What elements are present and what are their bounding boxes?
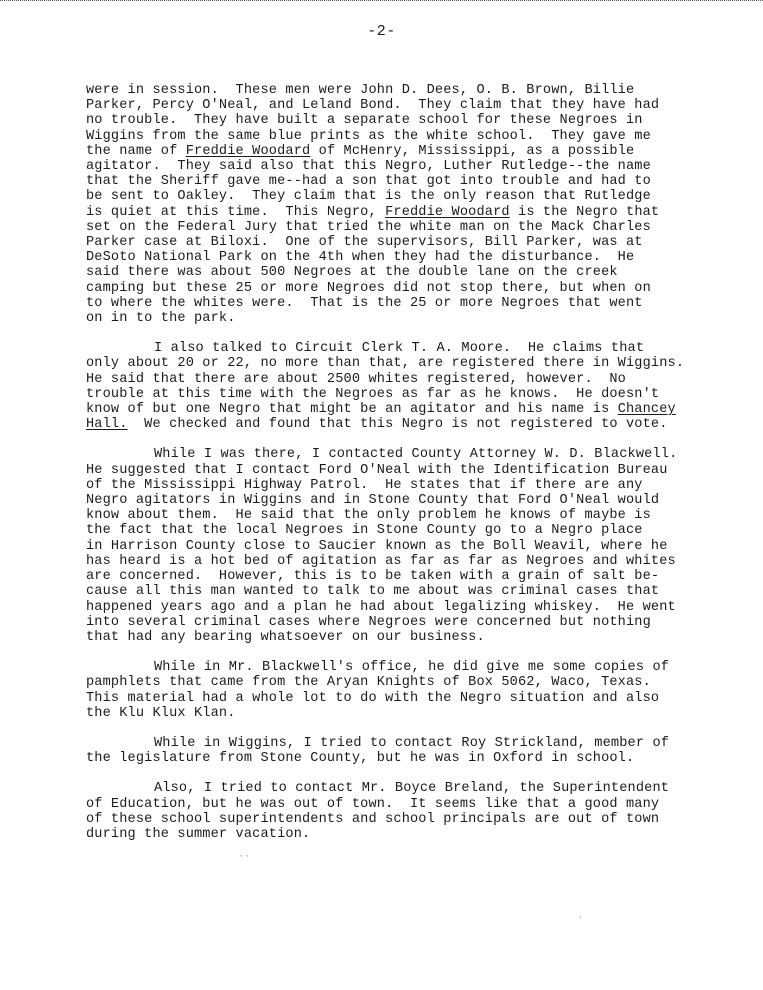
text-line: know about them. He said that the only problem he knows of maybe is: [86, 508, 651, 524]
text-line: during the summer vacation.: [86, 826, 311, 842]
text-line: Hall. We checked and found that this Negro is not registered to vote.: [86, 417, 668, 433]
text-line: trouble at this time with the Negroes as far as he knows. He doesn't: [86, 386, 660, 402]
text-line: said there was about 500 Negroes at the double lane on the creek: [86, 265, 618, 281]
scan-speck: ·: [578, 913, 584, 922]
text-line: While I was there, I contacted County Attorney W. D. Blackwell.: [154, 447, 678, 463]
text-line: the fact that the local Negroes in Stone County go to a Negro place: [86, 523, 643, 539]
text-line: that the Sheriff gave me--had a son that got into trouble and had to: [86, 174, 651, 190]
text-line: While in Wiggins, I tried to contact Roy Strickland, member of: [154, 735, 670, 751]
text-line: He suggested that I contact Ford O'Neal with the Identification Bureau: [86, 462, 668, 478]
text-line: camping but these 25 or more Negroes did not stop there, but when on: [86, 280, 651, 296]
text-line: on in to the park.: [86, 311, 236, 327]
paragraph: [86, 736, 736, 766]
text-line: the Klu Klux Klan.: [86, 705, 236, 721]
text-line: to where the whites were. That is the 25 or more Negroes that went: [86, 295, 643, 311]
text-line: were in session. These men were John D. Dees, O. B. Brown, Billie: [86, 83, 635, 98]
top-edge-dotted-border: [0, 0, 763, 1]
text-line: of Education, but he was out of town. It seems like that a good many: [86, 796, 660, 812]
text-line: has heard is a hot bed of agitation as far as far as Negroes and whites: [86, 553, 676, 569]
text-line: know of but one Negro that might be an agitator and his name is Chancey: [86, 402, 676, 418]
underlined-phrase: Chancey: [617, 402, 676, 418]
text-line: are concerned. However, this is to be taken with a grain of salt be-: [86, 569, 660, 585]
text-line: the legislature from Stone County, but he was in Oxford in school.: [86, 751, 635, 767]
text-line: He said that there are about 2500 whites registered, however. No: [86, 371, 626, 387]
paragraph: [86, 447, 736, 645]
underlined-phrase: Hall.: [86, 417, 128, 433]
paragraph: [86, 781, 736, 842]
text-line: of these school superintendents and school principals are out of town: [86, 811, 660, 827]
text-line: Wiggins from the same blue prints as the white school. They gave me: [86, 128, 651, 144]
text-line: into several criminal cases where Negroes were concerned but nothing: [86, 614, 651, 630]
document-body: [86, 83, 736, 857]
text-line: Negro agitators in Wiggins and in Stone County that Ford O'Neal would: [86, 493, 660, 509]
text-line: Parker, Percy O'Neal, and Leland Bond. They claim that they have had: [86, 98, 660, 114]
underlined-phrase: Freddie Woodard: [385, 204, 510, 220]
underlined-phrase: Freddie Woodard: [185, 143, 311, 159]
scan-speck: ··: [239, 852, 251, 861]
text-line: Parker case at Biloxi. One of the supervisors, Bill Parker, was at: [86, 235, 643, 251]
text-line: set on the Federal Jury that tried the white man on the Mack Charles: [86, 219, 651, 235]
text-line: happened years ago and a plan he had about legalizing whiskey. He went: [86, 599, 676, 615]
text-line: in Harrison County close to Saucier known as the Boll Weavil, where he: [86, 538, 668, 554]
text-line: that had any bearing whatsoever on our business.: [86, 629, 485, 645]
text-line: be sent to Oakley. They claim that is the only reason that Rutledge: [86, 189, 651, 205]
text-line: DeSoto National Park on the 4th when they had the disturbance. He: [86, 250, 635, 266]
page-number: -2-: [367, 23, 396, 40]
text-line: Also, I tried to contact Mr. Boyce Breland, the Superintendent: [154, 781, 670, 797]
paragraph: [86, 341, 736, 432]
text-line: While in Mr. Blackwell's office, he did give me some copies of: [154, 660, 670, 676]
text-line: is quiet at this time. This Negro, Freddie Woodard is the Negro that: [86, 204, 660, 220]
text-line: only about 20 or 22, no more than that, are registered there in Wiggins.: [86, 356, 685, 372]
text-line: pamphlets that came from the Aryan Knights of Box 5062, Waco, Texas.: [86, 675, 651, 691]
text-line: the name of Freddie Woodard of McHenry, Mississippi, as a possible: [86, 143, 635, 159]
text-line: cause all this man wanted to talk to me about was criminal cases that: [86, 584, 660, 600]
paragraph: [86, 83, 736, 326]
text-line: I also talked to Circuit Clerk T. A. Moore. He claims that: [154, 341, 645, 357]
paragraph: [86, 660, 736, 721]
text-line: no trouble. They have built a separate school for these Negroes in: [86, 113, 643, 129]
text-line: This material had a whole lot to do with the Negro situation and also: [86, 690, 660, 706]
text-line: of the Mississippi Highway Patrol. He states that if there are any: [86, 477, 643, 493]
text-line: agitator. They said also that this Negro, Luther Rutledge--the name: [86, 159, 651, 175]
